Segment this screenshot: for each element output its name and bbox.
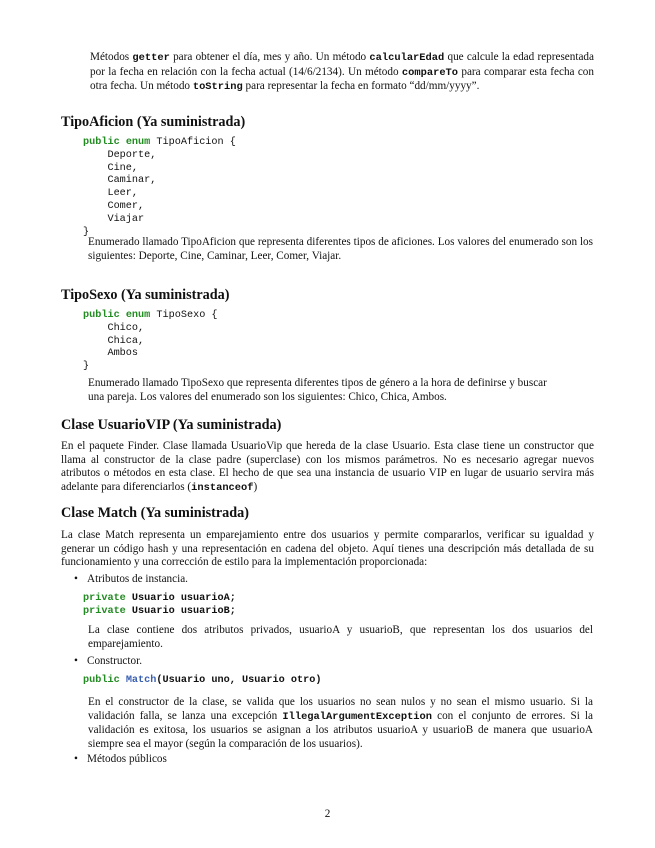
code-token: Chica, xyxy=(83,335,145,347)
code-line xyxy=(83,675,321,688)
text-run: ) xyxy=(253,480,258,493)
code-token: Usuario usuarioB; xyxy=(125,605,236,617)
inline-code: toString xyxy=(192,81,243,94)
code-token: Caminar, xyxy=(83,175,157,187)
code-keyword: public xyxy=(83,675,120,686)
text-run: La clase contiene dos atributos privados, usuarioA y usuarioB, que representan los dos usuarios del emparejamiento. xyxy=(88,624,593,650)
text-run: En el paquete Finder. Clase llamada UsuarioVip que hereda de la clase Usuario. Esta clase tiene un constructor que llama al constructor de la clase padre (superclase) con los mismos parámetros. No es necesario agregar nuevos atributos o métodos en esta clase. El hecho de que sea una instancia de usuario VIP en lugar de usuario servira más adelante para diferenciarlos ( xyxy=(61,440,594,493)
code-atributos xyxy=(83,593,236,619)
text-run: Métodos xyxy=(90,51,133,63)
code-line xyxy=(83,201,236,214)
code-keyword: private xyxy=(83,593,126,604)
code-line xyxy=(83,214,236,227)
inline-code: instanceof xyxy=(191,481,254,494)
text-run: para comparar esta fecha con otra fecha. Un método xyxy=(90,65,594,93)
code-function: Match xyxy=(125,675,157,686)
code-line xyxy=(83,336,218,349)
code-token: Cine, xyxy=(83,162,139,174)
code-line xyxy=(83,188,236,201)
code-tipo-aficion xyxy=(83,137,236,239)
bullet-label: Métodos públicos xyxy=(87,753,167,765)
text-run: con el conjunto de errores. Si la validación es exitosa, los usuarios se asignan a los atributos usuarioA y usuarioB de manera que usuarioA siempre sea el mayor (según la comparación de los usuarios). xyxy=(88,709,593,750)
inline-code: getter xyxy=(132,52,170,64)
desc-tipo-aficion xyxy=(88,236,593,263)
text-run: Enumerado llamado TipoAficion que representa diferentes tipos de aficiones. Los valores del enumerado son los siguientes: Deporte, Cine, Caminar, Leer, Comer, Viajar. xyxy=(88,236,593,262)
bullet-metodos xyxy=(74,753,167,765)
intro-paragraph xyxy=(90,51,594,95)
bullet-label: Constructor. xyxy=(87,655,143,667)
code-token: Comer, xyxy=(83,200,145,212)
code-line xyxy=(83,606,236,619)
bullet-icon: • xyxy=(74,655,78,667)
code-token: Chico, xyxy=(83,322,145,334)
inline-code: compareTo xyxy=(401,66,459,79)
heading-match: Clase Match (Ya suministrada) xyxy=(61,505,249,521)
text-run: para representar la fecha en formato “dd/mm/yyyy”. xyxy=(242,80,480,93)
code-keyword: enum xyxy=(125,137,151,148)
text-run: La clase Match representa un emparejamiento entre dos usuarios y permite compararlos, verificar su igualdad y generar un código hash y una representación en cadena del objeto. Aquí tienes una descripción más detallada de su funcionamiento y una corrección de estilo para la implementación proporcionada: xyxy=(61,529,594,569)
desc-usuario-vip xyxy=(61,440,594,495)
code-token: (Usuario uno, Usuario otro) xyxy=(156,675,322,686)
text-run: que calcule la edad representada por la fecha en relación con la fecha actual (14/6/2134). Un método xyxy=(90,51,594,78)
code-tipo-sexo xyxy=(83,310,218,374)
desc-atributos xyxy=(88,624,593,651)
heading-usuario-vip: Clase UsuarioVIP (Ya suministrada) xyxy=(61,417,282,433)
code-line xyxy=(83,593,236,606)
code-line xyxy=(83,175,236,188)
page-number: 2 xyxy=(324,808,331,820)
inline-code: calcularEdad xyxy=(369,52,445,64)
code-token: Ambos xyxy=(83,348,139,360)
bullet-atributos xyxy=(74,573,188,585)
code-line xyxy=(83,348,218,361)
code-line xyxy=(83,163,236,176)
desc-tipo-sexo xyxy=(88,377,548,404)
desc-match xyxy=(61,529,594,570)
code-keyword: enum xyxy=(125,310,151,321)
code-line xyxy=(83,310,218,323)
code-constructor xyxy=(83,675,321,688)
code-keyword: public xyxy=(83,310,120,321)
code-token: Viajar xyxy=(83,213,145,225)
bullet-constructor xyxy=(74,655,143,667)
bullet-icon: • xyxy=(74,573,78,585)
heading-tipo-aficion: TipoAficion (Ya suministrada) xyxy=(61,114,246,130)
code-keyword: private xyxy=(83,605,126,617)
code-token: Leer, xyxy=(83,188,139,200)
code-line xyxy=(83,323,218,336)
code-token: Usuario usuarioA; xyxy=(125,593,236,604)
code-line xyxy=(83,361,218,374)
bullet-icon: • xyxy=(74,753,78,765)
desc-constructor xyxy=(88,696,593,751)
text-run: Enumerado llamado TipoSexo que representa diferentes tipos de género a la hora de definirse y buscar una pareja. Los valores del enumerado son los siguientes: Chico, Chica, Ambos. xyxy=(88,377,547,403)
code-token: Deporte, xyxy=(83,149,157,161)
code-keyword: public xyxy=(83,137,120,148)
text-run: para obtener el día, mes y año. Un método xyxy=(169,51,370,63)
code-token: } xyxy=(83,226,90,238)
bullet-label: Atributos de instancia. xyxy=(87,573,188,585)
inline-code: IllegalArgumentException xyxy=(282,710,433,723)
code-token: TipoSexo { xyxy=(150,310,218,321)
heading-tipo-sexo: TipoSexo (Ya suministrada) xyxy=(61,287,230,303)
text-run: En el constructor de la clase, se valida que los usuarios no sean nulos y no sean el mismo usuario. Si la validación falla, se lanza una excepción xyxy=(88,696,593,722)
code-token: } xyxy=(83,361,90,373)
code-line xyxy=(83,137,236,150)
code-line xyxy=(83,150,236,163)
code-token: TipoAficion { xyxy=(150,137,236,148)
